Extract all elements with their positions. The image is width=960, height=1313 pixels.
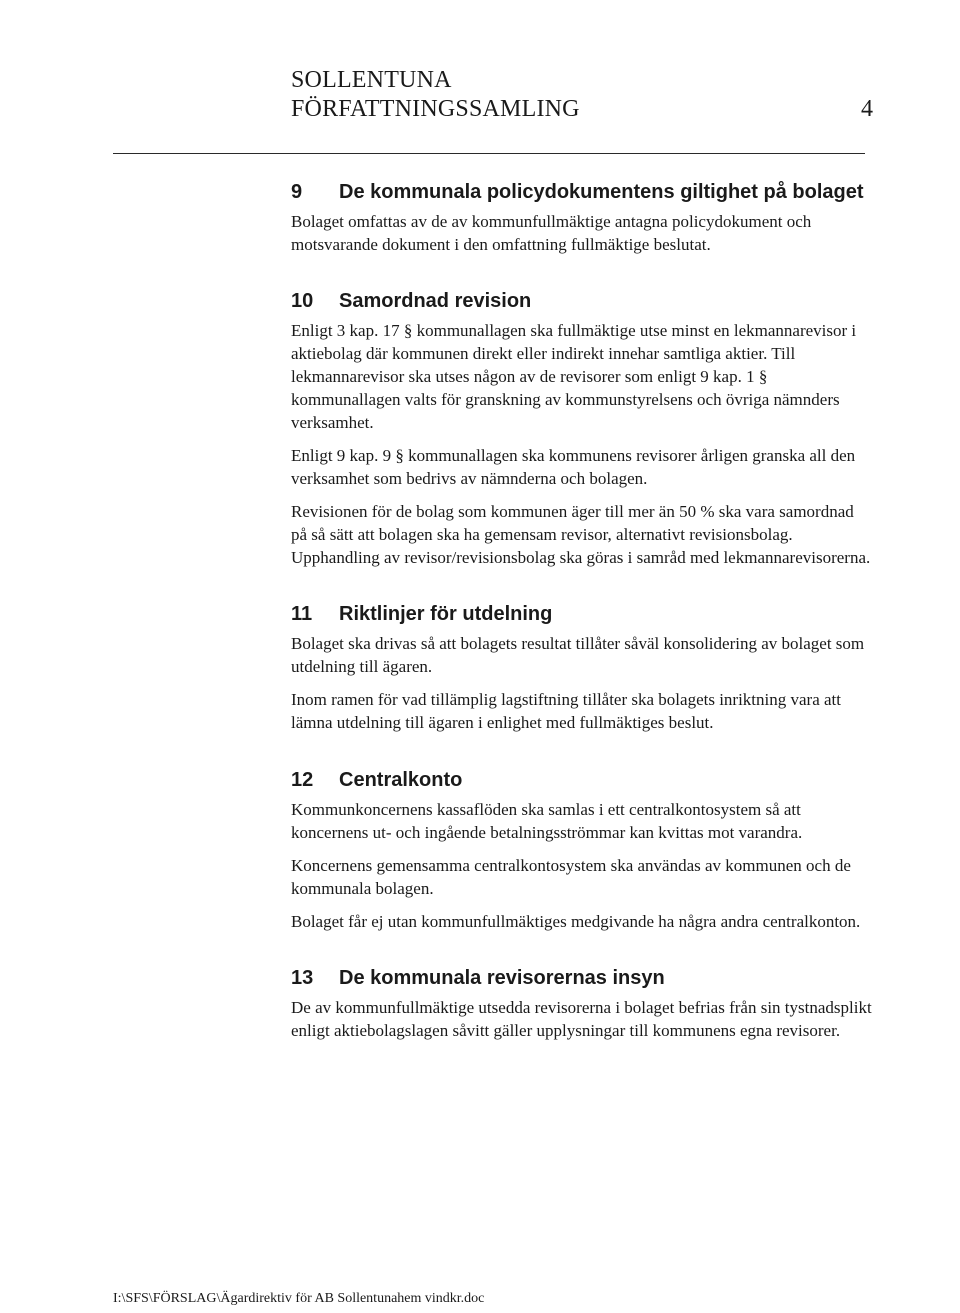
section-title: De kommunala policydokumentens giltighet på bolaget [339, 181, 864, 203]
section-heading [291, 768, 873, 792]
section-9 [291, 180, 873, 256]
section-heading [291, 180, 873, 204]
section-number: 11 [291, 603, 313, 625]
section-number: 13 [291, 967, 314, 989]
page-header [291, 66, 873, 124]
section-number: 10 [291, 290, 314, 312]
section-paragraph: Enligt 9 kap. 9 § kommunallagen ska kommunens revisorer årligen granska all den verksamhet som bedrivs av nämnderna och bolagen. [291, 446, 856, 488]
header-title-line-1: SOLLENTUNA [291, 67, 452, 93]
section-heading [291, 289, 873, 313]
section-13 [291, 966, 873, 1042]
section-paragraph: De av kommunfullmäktige utsedda revisorerna i bolaget befrias från sin tystnadsplikt enligt aktiebolagslagen såvitt gäller upplysningar till kommunens egna revisorer. [291, 998, 872, 1040]
section-paragraph: Enligt 3 kap. 17 § kommunallagen ska fullmäktige utse minst en lekmannarevisor i aktiebolag där kommunen direkt eller indirekt innehar samtliga aktier. Till lekmannarevisor ska utses någon av de revisorer som enligt 9 kap. 1 § kommunallagen valts för granskning av kommunstyrelsens och övriga nämnders verksamhet. [291, 321, 857, 432]
section-heading [291, 602, 873, 626]
document-body [291, 180, 873, 1052]
section-title: Centralkonto [339, 769, 463, 791]
section-number: 9 [291, 181, 303, 203]
section-title: De kommunala revisorernas insyn [339, 967, 665, 989]
section-10 [291, 289, 873, 569]
header-divider [113, 153, 865, 154]
section-paragraph: Kommunkoncernens kassaflöden ska samlas i ett centralkontosystem så att koncernens ut- och ingående betalningsströmmar kan kvittas mot varandra. [291, 800, 803, 842]
section-title: Samordnad revision [339, 290, 532, 312]
section-paragraph: Bolaget ska drivas så att bolagets resultat tillåter såväl konsolidering av bolaget som utdelning till ägaren. [291, 634, 865, 676]
section-paragraph: Koncernens gemensamma centralkontosystem ska användas av kommunen och de kommunala bolagen. [291, 856, 851, 898]
section-11 [291, 602, 873, 734]
header-title-line-2: FÖRFATTNINGSSAMLING [291, 96, 580, 122]
section-paragraph: Revisionen för de bolag som kommunen äger till mer än 50 % ska vara samordnad på så sätt att bolagen ska ha gemensam revisor, alternativt revisionsbolag. Upphandling av revisor/revisionsbolag ska göras i samråd med lekmannarevisorerna. [291, 502, 871, 567]
section-title: Riktlinjer för utdelning [339, 603, 553, 625]
section-number: 12 [291, 769, 314, 791]
section-paragraph: Bolaget omfattas av de av kommunfullmäktige antagna policydokument och motsvarande dokument i den omfattning fullmäktige beslutat. [291, 212, 812, 254]
section-paragraph: Bolaget får ej utan kommunfullmäktiges medgivande ha några andra centralkonton. [291, 912, 861, 931]
footer-file-path: I:\SFS\FÖRSLAG\Ägardirektiv för AB Sollentunahem vindkr.doc [113, 1291, 485, 1306]
section-12 [291, 768, 873, 933]
page-number: 4 [861, 96, 873, 122]
section-heading [291, 966, 873, 990]
section-paragraph: Inom ramen för vad tillämplig lagstiftning tillåter ska bolagets inriktning vara att lämna utdelning till ägaren i enlighet med fullmäktiges beslut. [291, 690, 842, 732]
